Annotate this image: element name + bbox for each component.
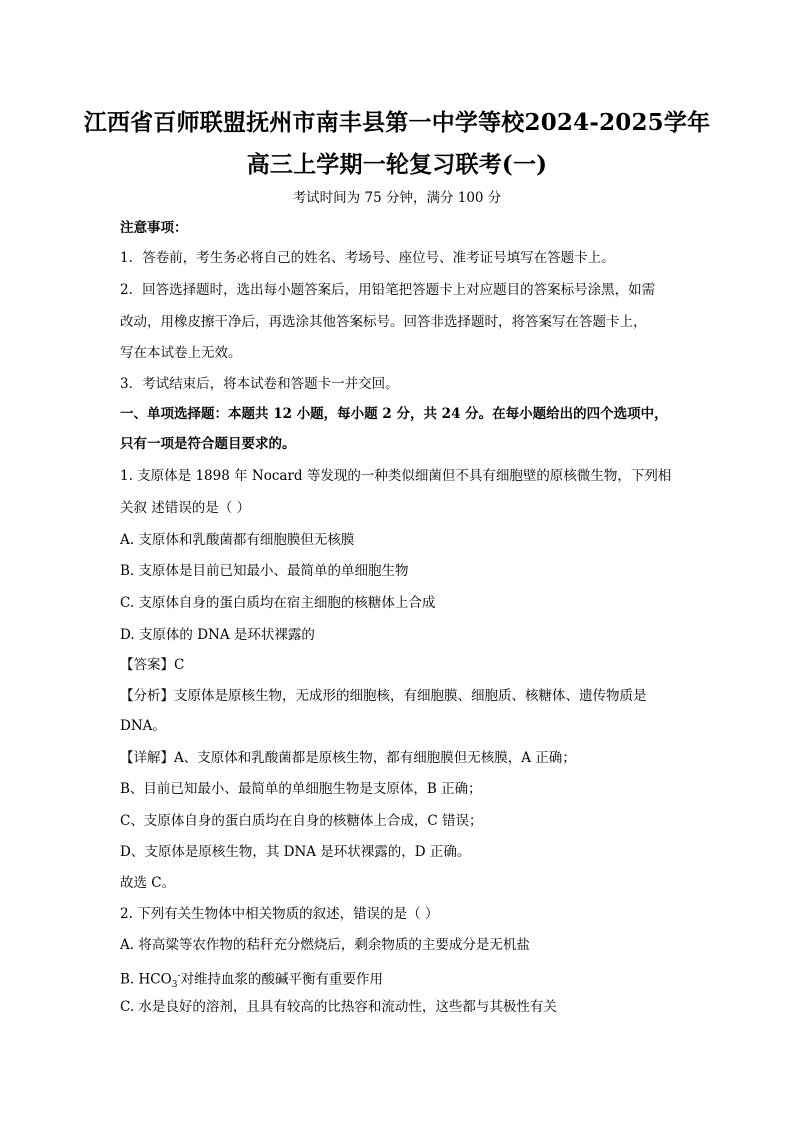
notice-item-2-line-2: 改动，用橡皮擦干净后，再选涂其他答案标号。回答非选择题时，将答案写在答题卡上，	[120, 314, 647, 330]
question-1-option-d: D. 支原体的 DNA 是环状裸露的	[120, 627, 315, 643]
notice-item-2-line-3: 写在本试卷上无效。	[120, 345, 242, 361]
exam-info: 考试时间为 75 分钟，满分 100 分	[292, 190, 502, 206]
option-b-prefix: B. HCO	[120, 971, 172, 988]
question-2-option-a: A. 将高粱等农作物的秸秆充分燃烧后，剩余物质的主要成分是无机盐	[120, 937, 530, 953]
question-1-option-a: A. 支原体和乳酸菌都有细胞膜但无核膜	[120, 532, 355, 548]
document-title-line-1: 江西省百师联盟抚州市南丰县第一中学等校2024-2025学年	[83, 109, 711, 136]
notice-item-1: 1．答卷前，考生务必将自己的姓名、考场号、座位号、准考证号填写在答题卡上。	[120, 250, 615, 266]
option-b-suffix: 对维持血浆的酸碱平衡有重要作用	[180, 971, 383, 988]
option-b-subscript: 3	[171, 980, 178, 991]
section-1-heading-line-2: 只有一项是符合题目要求的。	[120, 436, 296, 452]
notice-item-3: 3．考试结束后，将本试卷和答题卡一并交回。	[120, 376, 399, 392]
question-2-stem: 2. 下列有关生物体中相关物质的叙述，错误的是（ ）	[120, 906, 439, 922]
option-b-superscript: -	[177, 971, 181, 981]
notice-item-2-line-1: 2．回答选择题时，选出每小题答案后，用铅笔把答题卡上对应题目的答案标号涂黑，如需	[120, 282, 656, 298]
question-1-detail-line-3: C、支原体自身的蛋白质均在自身的核糖体上合成，C 错误；	[120, 813, 483, 829]
notice-heading: 注意事项：	[120, 220, 188, 236]
question-1-detail-line-1: 【详解】A、支原体和乳酸菌都是原核生物，都有细胞膜但无核膜，A 正确；	[120, 750, 576, 766]
question-1-detail-line-4: D、支原体是原核生物，其 DNA 是环状裸露的，D 正确。	[120, 844, 471, 860]
document-title-line-2: 高三上学期一轮复习联考(一)	[246, 151, 548, 178]
question-1-analysis-line-1: 【分析】支原体是原核生物，无成形的细胞核，有细胞膜、细胞质、核糖体、遗传物质是	[120, 688, 647, 704]
question-2-option-c: C. 水是良好的溶剂，且具有较高的比热容和流动性，这些都与其极性有关	[120, 999, 557, 1015]
section-1-heading-line-1: 一、单项选择题：本题共 12 小题，每小题 2 分，共 24 分。在每小题给出的四个选项中，	[120, 406, 668, 422]
question-1-stem-line-1: 1. 支原体是 1898 年 Nocard 等发现的一种类似细菌但不具有细胞壁的原核微生物，下列相	[120, 468, 672, 484]
question-1-analysis-line-2: DNA。	[120, 718, 166, 734]
question-1-detail-line-2: B、目前已知最小、最简单的单细胞生物是支原体，B 正确；	[120, 781, 482, 797]
question-1-stem-line-2: 关叙 述错误的是（ ）	[120, 500, 251, 516]
question-1-conclusion: 故选 C。	[120, 875, 176, 891]
question-1-answer: 【答案】C	[120, 657, 185, 673]
question-1-option-c: C. 支原体自身的蛋白质均在宿主细胞的核糖体上合成	[120, 595, 436, 611]
question-1-option-b: B. 支原体是目前已知最小、最简单的单细胞生物	[120, 563, 409, 579]
question-2-option-b	[120, 967, 680, 994]
